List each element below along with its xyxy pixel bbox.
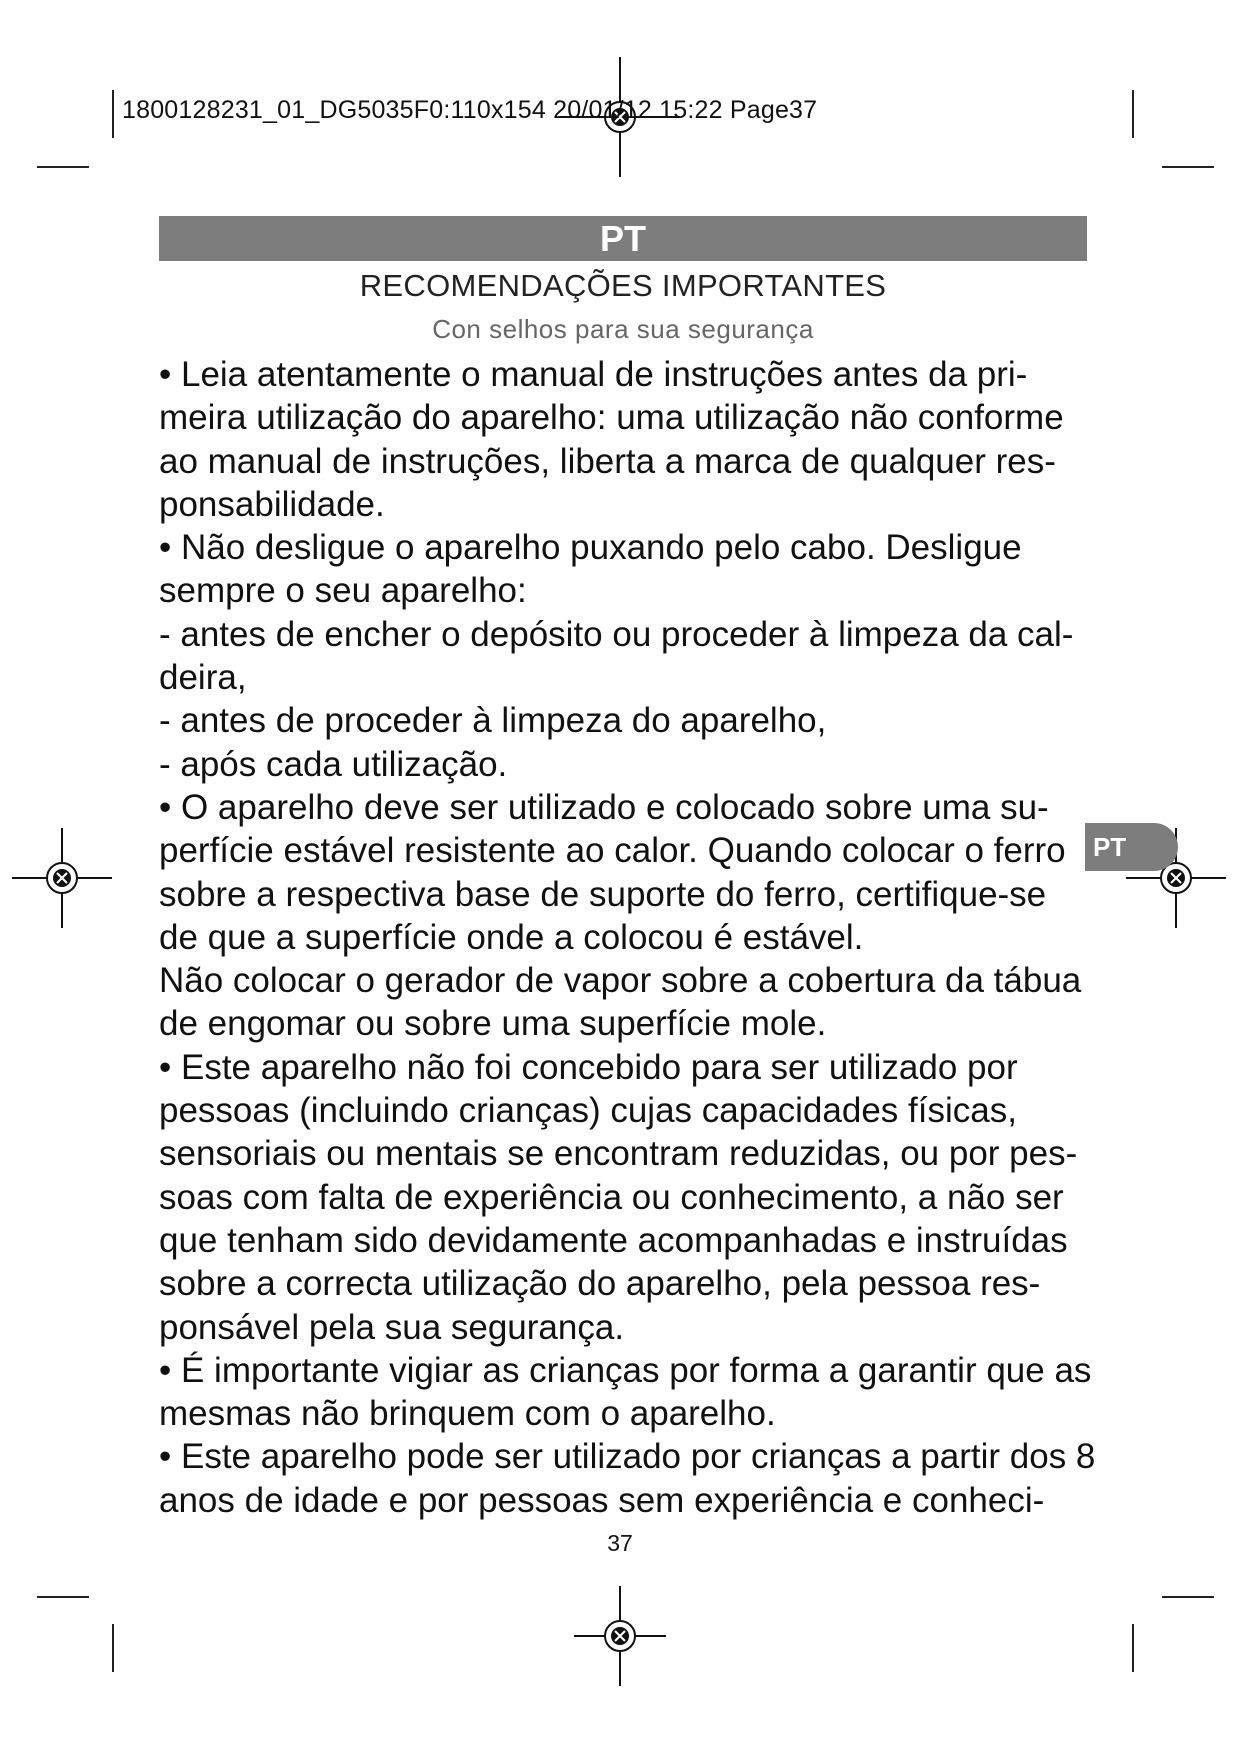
crop-mark-top-right-horizontal [1162, 166, 1214, 168]
body-line: sobre a correcta utilização do aparelho, pela pessoa res- [159, 1264, 1041, 1304]
body-line: de engomar ou sobre uma superfície mole. [159, 1004, 827, 1044]
body-line: deira, [159, 658, 247, 698]
body-line: pessoas (incluindo crianças) cujas capacidades físicas, [159, 1091, 1017, 1131]
crop-mark-top-right-vertical [1132, 90, 1134, 138]
body-line: • Este aparelho pode ser utilizado por crianças a partir dos 8 [159, 1437, 1096, 1477]
body-line: que tenham sido devidamente acompanhadas e instruídas [159, 1220, 1068, 1260]
body-line: - após cada utilização. [159, 744, 508, 784]
body-line: ponsável pela sua segurança. [159, 1307, 625, 1347]
registration-mark-bottom-icon [560, 1576, 680, 1696]
body-line: meira utilização do aparelho: uma utilização não conforme [159, 398, 1064, 438]
crop-mark-top-left-vertical [112, 90, 114, 138]
body-line: • O aparelho deve ser utilizado e colocado sobre uma su- [159, 787, 1049, 827]
body-line: anos de idade e por pessoas sem experiência e conheci- [159, 1480, 1045, 1520]
body-line: • É importante vigiar as crianças por forma a garantir que as [159, 1350, 1092, 1390]
crop-mark-bottom-right-horizontal [1162, 1596, 1214, 1598]
crop-mark-top-left-horizontal [37, 166, 89, 168]
body-line: mesmas não brinquem com o aparelho. [159, 1394, 776, 1434]
body-line: ao manual de instruções, liberta a marca de qualquer res- [159, 441, 1056, 481]
section-heading: RECOMENDAÇÕES IMPORTANTES [359, 268, 887, 303]
body-line: • Este aparelho não foi concebido para ser utilizado por [159, 1047, 1018, 1087]
page-number: 37 [607, 1530, 633, 1556]
body-line: sobre a respectiva base de suporte do ferro, certifique-se [159, 874, 1047, 914]
language-side-tab: PT [1085, 823, 1178, 871]
body-line: Não colocar o gerador de vapor sobre a cobertura da tábua [159, 961, 1082, 1001]
body-line: soas com falta de experiência ou conhecimento, a não ser [159, 1177, 1064, 1217]
section-subheading: Con selhos para sua segurança [432, 314, 814, 344]
body-line: • Não desligue o aparelho puxando pelo cabo. Desligue [159, 528, 1022, 568]
language-title-bar: PT [159, 216, 1087, 261]
body-text [159, 353, 1131, 1522]
body-line: - antes de encher o depósito ou proceder à limpeza da cal- [159, 614, 1074, 654]
crop-mark-bottom-left-horizontal [37, 1596, 89, 1598]
body-line: de que a superfície onde a colocou é estável. [159, 917, 864, 957]
body-line: ponsabilidade. [159, 484, 385, 524]
body-line: perfície estável resistente ao calor. Quando colocar o ferro [159, 831, 1066, 871]
crop-mark-bottom-right-vertical [1132, 1624, 1134, 1672]
registration-mark-left-icon [2, 818, 122, 938]
body-line: - antes de proceder à limpeza do aparelho, [159, 701, 827, 741]
body-line: sensoriais ou mentais se encontram reduzidas, ou por pes- [159, 1134, 1078, 1174]
crop-mark-bottom-left-vertical [112, 1624, 114, 1672]
body-line: • Leia atentamente o manual de instruções antes da pri- [159, 355, 1028, 394]
print-slug-line: 1800128231_01_DG5035F0:110x154 20/01/12 15:22 Page37 [122, 96, 818, 124]
body-line: sempre o seu aparelho: [159, 571, 527, 611]
